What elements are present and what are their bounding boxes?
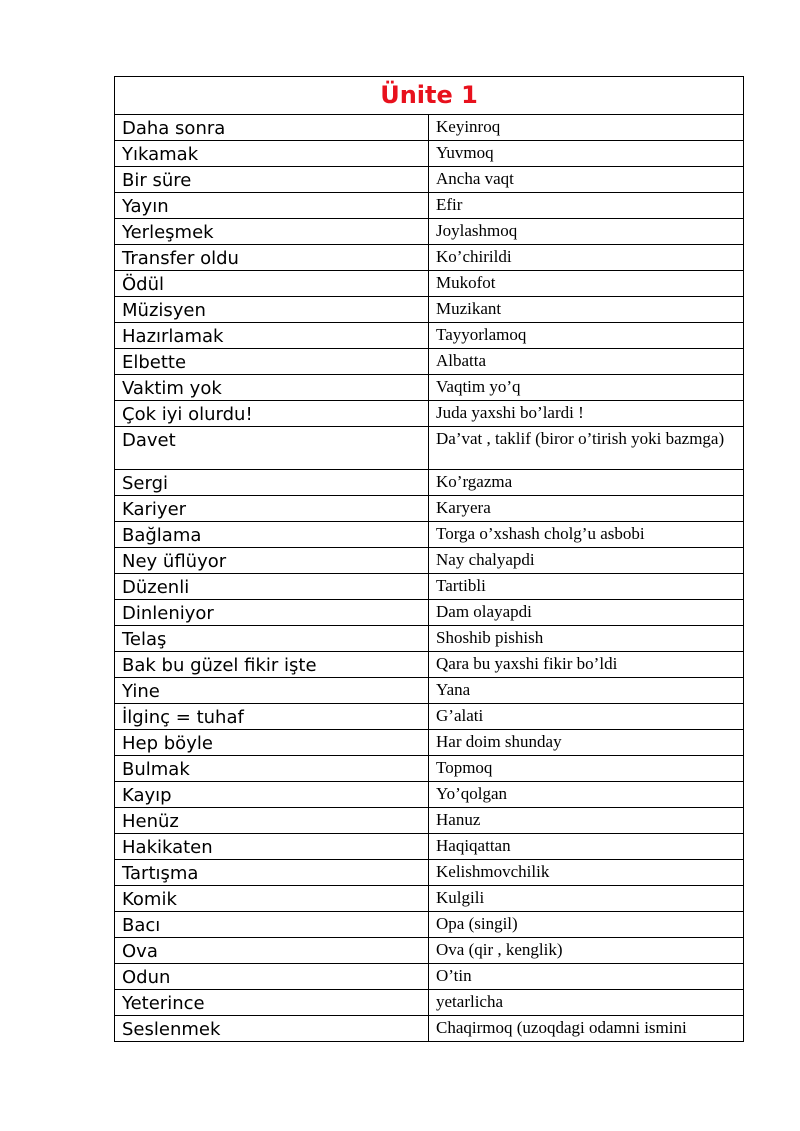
vocab-row [115, 470, 744, 496]
vocab-row [115, 522, 744, 548]
vocab-row [115, 834, 744, 860]
turkish-word: Daha sonra [115, 115, 429, 141]
vocab-row [115, 167, 744, 193]
vocab-row [115, 782, 744, 808]
vocab-row [115, 860, 744, 886]
turkish-word: Davet [115, 427, 429, 470]
uzbek-translation: Dam olayapdi [429, 600, 744, 626]
uzbek-translation: yetarlicha [429, 990, 744, 1016]
turkish-word: Hep böyle [115, 730, 429, 756]
turkish-word: Yıkamak [115, 141, 429, 167]
uzbek-translation: Mukofot [429, 271, 744, 297]
uzbek-translation: Yana [429, 678, 744, 704]
turkish-word: Çok iyi olurdu! [115, 401, 429, 427]
title-row [115, 77, 744, 115]
turkish-word: Kariyer [115, 496, 429, 522]
turkish-word: Vaktim yok [115, 375, 429, 401]
uzbek-translation: Tayyorlamoq [429, 323, 744, 349]
turkish-word: Komik [115, 886, 429, 912]
vocab-row [115, 574, 744, 600]
unit-title: Ünite 1 [115, 77, 744, 115]
turkish-word: Sergi [115, 470, 429, 496]
uzbek-translation: Ova (qir , kenglik) [429, 938, 744, 964]
vocab-row [115, 1016, 744, 1042]
uzbek-translation: Opa (singil) [429, 912, 744, 938]
vocab-row [115, 704, 744, 730]
vocab-row [115, 808, 744, 834]
turkish-word: Tartışma [115, 860, 429, 886]
vocab-row [115, 652, 744, 678]
vocab-row [115, 245, 744, 271]
vocab-row [115, 349, 744, 375]
turkish-word: Kayıp [115, 782, 429, 808]
turkish-word: Elbette [115, 349, 429, 375]
vocab-row [115, 496, 744, 522]
turkish-word: Telaş [115, 626, 429, 652]
turkish-word: Henüz [115, 808, 429, 834]
uzbek-translation: Joylashmoq [429, 219, 744, 245]
uzbek-translation: Hanuz [429, 808, 744, 834]
turkish-word: Yine [115, 678, 429, 704]
turkish-word: Düzenli [115, 574, 429, 600]
turkish-word: Ney üflüyor [115, 548, 429, 574]
uzbek-translation: Torga o’xshash cholg’u asbobi [429, 522, 744, 548]
uzbek-translation: Ko’chirildi [429, 245, 744, 271]
uzbek-translation: Muzikant [429, 297, 744, 323]
turkish-word: Müzisyen [115, 297, 429, 323]
turkish-word: Bir süre [115, 167, 429, 193]
uzbek-translation: Efir [429, 193, 744, 219]
uzbek-translation: Karyera [429, 496, 744, 522]
uzbek-translation: Qara bu yaxshi fikir bo’ldi [429, 652, 744, 678]
vocab-row [115, 626, 744, 652]
vocab-row [115, 600, 744, 626]
vocab-row [115, 730, 744, 756]
uzbek-translation: Da’vat , taklif (biror o’tirish yoki bazmga) [429, 427, 744, 470]
turkish-word: Dinleniyor [115, 600, 429, 626]
uzbek-translation: Chaqirmoq (uzoqdagi odamni ismini [429, 1016, 744, 1042]
uzbek-translation: Ancha vaqt [429, 167, 744, 193]
turkish-word: Bağlama [115, 522, 429, 548]
vocab-row [115, 271, 744, 297]
uzbek-translation: Har doim shunday [429, 730, 744, 756]
vocab-row [115, 548, 744, 574]
vocab-row [115, 912, 744, 938]
turkish-word: Seslenmek [115, 1016, 429, 1042]
uzbek-translation: G’alati [429, 704, 744, 730]
turkish-word: Ova [115, 938, 429, 964]
turkish-word: Bulmak [115, 756, 429, 782]
turkish-word: Odun [115, 964, 429, 990]
uzbek-translation: Shoshib pishish [429, 626, 744, 652]
turkish-word: Transfer oldu [115, 245, 429, 271]
vocab-row [115, 964, 744, 990]
turkish-word: Yerleşmek [115, 219, 429, 245]
turkish-word: Bacı [115, 912, 429, 938]
vocab-row [115, 886, 744, 912]
uzbek-translation: Tartibli [429, 574, 744, 600]
uzbek-translation: Kulgili [429, 886, 744, 912]
uzbek-translation: Vaqtim yo’q [429, 375, 744, 401]
turkish-word: Yeterince [115, 990, 429, 1016]
vocab-row [115, 401, 744, 427]
vocab-row [115, 375, 744, 401]
turkish-word: Hakikaten [115, 834, 429, 860]
vocab-row [115, 756, 744, 782]
vocab-row [115, 678, 744, 704]
turkish-word: Hazırlamak [115, 323, 429, 349]
vocab-row [115, 990, 744, 1016]
uzbek-translation: Nay chalyapdi [429, 548, 744, 574]
uzbek-translation: Juda yaxshi bo’lardi ! [429, 401, 744, 427]
turkish-word: Bak bu güzel fikir işte [115, 652, 429, 678]
turkish-word: Yayın [115, 193, 429, 219]
uzbek-translation: Haqiqattan [429, 834, 744, 860]
vocab-row [115, 115, 744, 141]
vocab-row [115, 323, 744, 349]
turkish-word: İlginç = tuhaf [115, 704, 429, 730]
vocabulary-table-body [115, 77, 744, 1042]
vocab-row [115, 141, 744, 167]
uzbek-translation: Topmoq [429, 756, 744, 782]
uzbek-translation: Keyinroq [429, 115, 744, 141]
turkish-word: Ödül [115, 271, 429, 297]
vocab-row [115, 938, 744, 964]
uzbek-translation: Ko’rgazma [429, 470, 744, 496]
uzbek-translation: Albatta [429, 349, 744, 375]
vocab-row [115, 427, 744, 470]
vocab-row [115, 193, 744, 219]
vocabulary-table [114, 76, 744, 1042]
uzbek-translation: Yuvmoq [429, 141, 744, 167]
uzbek-translation: O’tin [429, 964, 744, 990]
uzbek-translation: Yo’qolgan [429, 782, 744, 808]
vocab-row [115, 219, 744, 245]
vocab-row [115, 297, 744, 323]
uzbek-translation: Kelishmovchilik [429, 860, 744, 886]
